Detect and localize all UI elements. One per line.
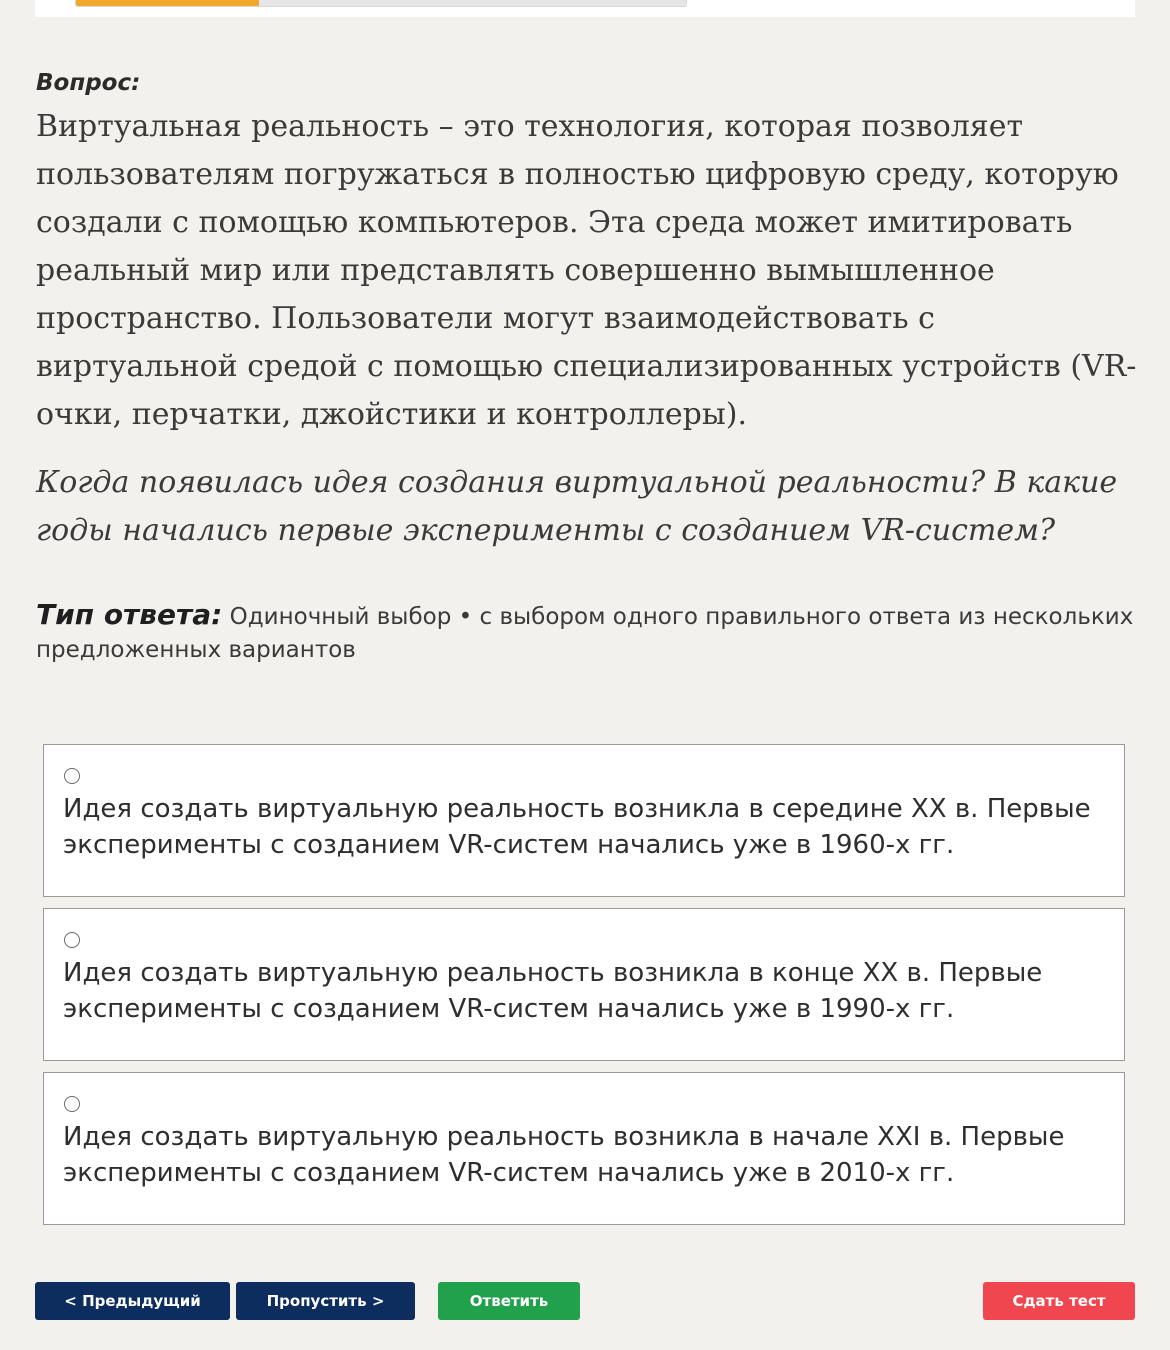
previous-button[interactable]: < Предыдущий xyxy=(35,1282,230,1320)
answer-button[interactable]: Ответить xyxy=(438,1282,580,1320)
radio-button-icon[interactable] xyxy=(64,1096,80,1112)
progress-card xyxy=(35,0,1135,17)
answer-option-3[interactable] xyxy=(43,1072,1125,1225)
answer-option-text: Идея создать виртуальную реальность возникла в начале XXI в. Первые эксперименты с созданием VR-систем начались уже в 2010-х гг. xyxy=(63,1122,1065,1188)
answer-option-text: Идея создать виртуальную реальность возникла в конце XX в. Первые эксперименты с созданием VR-систем начались уже в 1990-х гг. xyxy=(63,958,1043,1024)
submit-test-button[interactable]: Сдать тест xyxy=(983,1282,1135,1320)
progress-bar xyxy=(75,0,687,7)
radio-button-icon[interactable] xyxy=(64,932,80,948)
answer-option-text: Идея создать виртуальную реальность возникла в середине XX в. Первые эксперименты с созданием VR-систем начались уже в 1960-х гг. xyxy=(63,794,1091,860)
answer-type-value: Одиночный выбор • с выбором одного правильного ответа из нескольких предложенных вариантов xyxy=(36,604,1134,663)
radio-button-icon[interactable] xyxy=(64,768,80,784)
answer-type-label: Тип ответа: xyxy=(36,598,223,631)
answer-type xyxy=(36,598,1146,667)
progress-bar-fill xyxy=(76,0,259,6)
answer-option-1[interactable] xyxy=(43,744,1125,897)
answer-option-2[interactable] xyxy=(43,908,1125,1061)
skip-button[interactable]: Пропустить > xyxy=(236,1282,415,1320)
question-prompt: Когда появилась идея создания виртуальной реальности? В какие годы начались первые эксперименты с созданием VR-систем? xyxy=(36,465,1118,548)
question-text: Виртуальная реальность – это технология, которая позволяет пользователям погружаться в полностью цифровую среду, которую создали с помощью компьютеров. Эта среда может имитировать реальный мир или представлять совершенно вымышленное пространство. Пользователи могут взаимодействовать с виртуальной средой с помощью специализированных устройств (VR-очки, перчатки, джойстики и контроллеры). xyxy=(36,109,1137,432)
question-label: Вопрос: xyxy=(36,70,141,96)
